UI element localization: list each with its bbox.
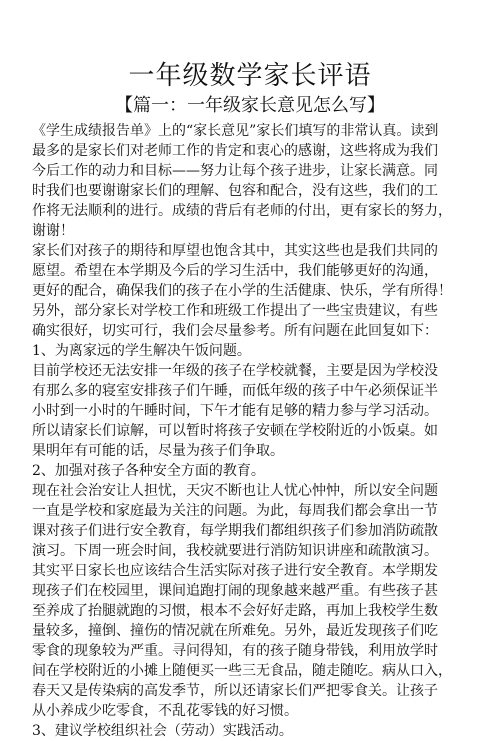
body-line: 3、建议学校组织社会（劳动）实践活动。 [32, 723, 293, 739]
body-line: 谢谢！ [32, 223, 74, 239]
body-line: 小时到一小时的午睡时间，下午才能有足够的精力参与学习活动。 [32, 403, 438, 419]
body-line: 时我们也要谢谢家长们的理解、包容和配合，没有这些，我们的工 [32, 183, 438, 199]
body-line: 春天又是传染病的高发季节，所以还请家长们严把零食关。让孩子 [32, 683, 438, 699]
body-line: 有那么多的寝室安排孩子们午睡，而低年级的孩子中午必须保证半 [32, 383, 438, 399]
body-line: 果明年有可能的话，尽量为孩子们争取。 [32, 443, 284, 459]
body-line: 2、加强对孩子各种安全方面的教育。 [32, 463, 265, 479]
body-line: 1、为离家远的学生解决午饭问题。 [32, 343, 251, 359]
body-line: 家长们对孩子的期待和厚望也饱含其中，其实这些也是我们共同的 [32, 243, 438, 259]
body-line: 现在社会治安让人担忧，天灾不断也让人忧心忡忡，所以安全问题 [32, 483, 438, 499]
document-body [32, 121, 482, 741]
body-line: 一直是学校和家庭最为关注的问题。为此，每周我们都会拿出一节 [32, 503, 438, 519]
body-line: 目前学校还无法安排一年级的孩子在学校就餐，主要是因为学校没 [32, 363, 438, 379]
body-line: 现孩子们在校园里，课间追跑打闹的现象越来越严重。有些孩子甚 [32, 583, 438, 599]
body-line: 确实很好，切实可行，我们会尽量参考。所有问题在此回复如下： [32, 323, 438, 339]
body-line: 今后工作的动力和目标——努力让每个孩子进步，让家长满意。同 [32, 163, 438, 179]
body-line: 课对孩子们进行安全教育，每学期我们都组织孩子们参加消防疏散 [32, 523, 438, 539]
body-line: 间在学校附近的小摊上随便买一些三无食品，随走随吃。病从口入， [32, 663, 452, 679]
body-line: 最多的是家长们对老师工作的肯定和衷心的感谢，这些将成为我们 [32, 143, 438, 159]
body-line: 零食的现象较为严重。寻问得知，有的孩子随身带钱，利用放学时 [32, 643, 438, 659]
body-line: 至养成了抬腿就跑的习惯，根本不会好好走路，再加上我校学生数 [32, 603, 438, 619]
body-line: 另外，部分家长对学校工作和班级工作提出了一些宝贵建议，有些 [32, 303, 438, 319]
body-line: 演习。下周一班会时间，我校就要进行消防知识讲座和疏散演习。 [32, 543, 438, 559]
body-line: 更好的配合，确保我们的孩子在小学的生活健康、快乐，学有所得！ [32, 283, 452, 299]
body-line: 所以请家长们谅解，可以暂时将孩子安顿在学校附近的小饭桌。如 [32, 423, 438, 439]
body-line: 其实平日家长也应该结合生活实际对孩子进行安全教育。本学期发 [32, 563, 438, 579]
body-line: 《学生成绩报告单》上的“家长意见”家长们填写的非常认真。读到 [32, 123, 439, 139]
document-subtitle: 【篇一：一年级家长意见怎么写】 [115, 95, 385, 116]
body-line: 从小养成少吃零食，不乱花零钱的好习惯。 [32, 703, 298, 719]
document-title: 一年级数学家长评语 [128, 61, 372, 91]
body-line: 作将无法顺利的进行。成绩的背后有老师的付出，更有家长的努力， [32, 203, 452, 219]
body-line: 量较多，撞倒、撞伤的情况就在所难免。另外，最近发现孩子们吃 [32, 623, 438, 639]
body-line: 愿望。希望在本学期及今后的学习生活中，我们能够更好的沟通， [32, 263, 438, 279]
